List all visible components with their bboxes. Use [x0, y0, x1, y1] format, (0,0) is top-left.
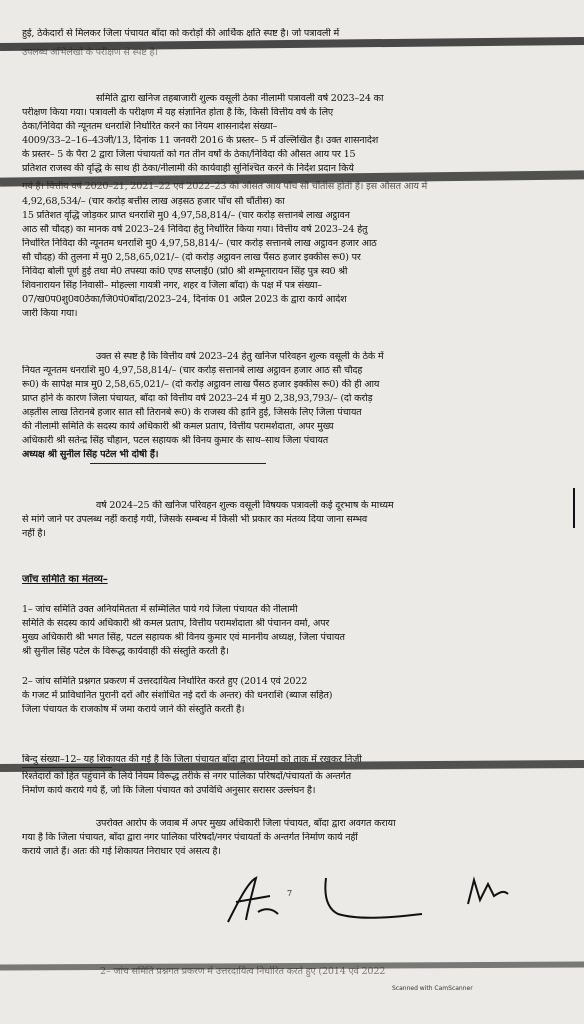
doc-line-6: 4009/33–2–16–43जी/13, दिनांक 11 जनवरी 2016 के प्रस्तर– 5 में उल्लिखित है। उक्त शासनादेश — [22, 135, 379, 146]
doc-line-23: अड़तीस लाख तिरानबे हजार सात सौ तिरानबे रू0) के राजस्व की हानि हुई, जिसके लिए जिला पंचायत — [22, 407, 362, 418]
doc-line-20: नियत न्यूनतम धनराशि मु0 4,97,58,814/– (चार करोड़ सत्तानबे लाख अट्ठावन हजार आठ सौ चौदह — [22, 365, 363, 376]
doc-line-37: जिला पंचायत के राजकोष में जमा कराये जाने की संस्तुति करती है। — [22, 704, 245, 715]
doc-line-32: समिति के सदस्य कार्य अधिकारी श्री कमल प्रताप, वित्तीय परामर्शदाता श्री पंचानन वर्मा, अपर — [22, 618, 330, 629]
doc-line-17: 07/ख0प0शु0व0ठेका/जि0पं0बाँदा/2023–24, दिनांक 01 अप्रैल 2023 के द्वारा कार्य आदेश — [22, 294, 347, 305]
doc-line-25: अधिकारी श्री सतेन्द्र सिंह चौहान, पटल सहायक श्री विनय कुमार के साथ–साथ जिला पंचायत — [22, 435, 329, 446]
doc-line-16: शिवनारायन सिंह निवासी– मोहल्ला गायत्री नगर, शहर व जिला बाँदा) के पक्ष में पत्र संख्या– — [22, 280, 322, 291]
doc-line-14: सौ चौदह) की तुलना में मु0 2,58,65,021/– (दो करोड़ अट्ठावन लाख पैंसठ हजार इक्कीस रू0) पर — [22, 252, 361, 263]
doc-line-1: हुई, ठेकेदारों से मिलकर जिला पंचायत बाँदा को करोड़ों की आर्थिक क्षति स्पष्ट है। जो पत्रावली में — [22, 28, 340, 39]
doc-line-bottom-cut: 2– जांच समिति प्रश्नगत प्रकरण में उत्तरदायित्व निर्धारित करते हुए (2014 एवं 2022 — [100, 966, 386, 977]
doc-line-42: गया है कि जिला पंचायत, बाँदा द्वारा नगर पालिका परिषदों/नगर पंचायतों के अन्तर्गत निर्माण कार्य नहीं — [22, 832, 358, 843]
doc-line-21: रू0) के सापेक्ष मात्र मु0 2,58,65,021/– (दो करोड़ अट्ठावन लाख पैंसठ हजार इक्कीस रू0) की ही आय — [22, 379, 380, 390]
doc-line-26: अध्यक्ष श्री सुनील सिंह पटेल भी दोषी हैं। — [22, 449, 159, 460]
page-number: 7 — [287, 889, 292, 898]
doc-line-10: 4,92,68,534/– (चार करोड़ बत्तीस लाख अड़सठ हजार पाँच सौ चौंतीस) का — [22, 196, 285, 207]
signature-3 — [462, 874, 512, 914]
doc-line-13: निर्धारित निविदा की न्यूनतम धनराशि मु0 4,97,58,814/– (चार करोड़ सत्तानबे लाख अट्ठावन हजार आठ — [22, 238, 377, 249]
doc-line-34: श्री सुनील सिंह पटेल के विरूद्ध कार्यवाही की संस्तुति करती है। — [22, 646, 229, 657]
doc-line-31: 1– जांच समिति उक्त अनियमितता में सम्मिलित पाये गये जिला पंचायत की नीलामी — [22, 604, 298, 615]
doc-line-35: 2– जांच समिति प्रश्नगत प्रकरण में उत्तरदायित्व निर्धारित करते हुए (2014 एवं 2022 — [22, 676, 308, 687]
doc-line-39: रिश्तेदारों को हित पहुंचाने के लिये नियम विरूद्ध तरीके से नगर पालिका परिषदों/पंचायतों के अन्तर्गत — [22, 771, 351, 782]
doc-line-4: परीक्षण किया गया। पत्रावली के परीक्षण में यह संज्ञानित होता है कि, किसी वित्तीय वर्ष के लिए — [22, 107, 334, 118]
section-heading: जाँच समिति का मंतव्य– — [22, 574, 108, 585]
margin-mark-right — [573, 488, 575, 528]
doc-line-40: निर्माण कार्य कराये गये हैं, जो कि जिला पंचायत को उपविधि अनुसार सरासर उल्लंघन है। — [22, 785, 316, 796]
doc-line-12: आठ सौ चौदह) का मानक वर्ष 2023–24 निविदा हेतु निर्धारित किया गया। वित्तीय वर्ष 2023–24 हेतु — [22, 224, 368, 235]
doc-line-18: जारी किया गया। — [22, 308, 78, 319]
doc-line-15: निविदा बोली पूर्ण हुई तथा मे0 तपस्या कां0 एण्ड सप्लाई0 (प्रो0 श्री शम्भूनारायन सिंह पुत्र स्व0 श्री — [22, 266, 348, 277]
underline-point-12 — [22, 767, 112, 768]
signature-2 — [318, 874, 428, 924]
doc-line-43: कराये जाते हैं। अतः की गई शिकायत निराधार एवं असत्य है। — [22, 846, 221, 857]
doc-line-2: उपलब्ध अभिलेखों के परीक्षण से स्पष्ट है। — [22, 47, 158, 58]
doc-line-36: के गजट में प्राविधानित पुरानी दरों और संशोधित नई दरों के अन्तर) की धनराशि (ब्याज सहित) — [22, 690, 333, 701]
doc-line-41: उपरोक्त आरोप के जवाब में अपर मुख्य अधिकारी जिला पंचायत, बाँदा द्वारा अवगत कराया — [96, 818, 396, 829]
doc-line-7: के प्रस्तर– 5 के पैरा 2 द्वारा जिला पंचायतों को गत तीन वर्षों के ठेका/निविदा की औसत आय पर 15 — [22, 149, 356, 160]
doc-line-9: गये हैं। वित्तीय वर्ष 2020–21, 2021–22 एवं 2022–23 की औसत आय पाँच सौ चौंतीस होती है। इस औसत आय में — [22, 181, 428, 192]
underline-accused — [90, 463, 266, 464]
doc-line-22: प्राप्त होने के कारण जिला पंचायत, बाँदा को वित्तीय वर्ष 2023–24 में मु0 2,38,93,793/– (दो करोड़ — [22, 393, 373, 404]
signature-1 — [218, 872, 288, 932]
doc-line-38: बिन्दु संख्या–12– यह शिकायत की गई है कि जिला पंचायत बाँदा द्वारा नियमों को ताक में रखकर निजी — [22, 754, 362, 765]
doc-line-3: समिति द्वारा खनिज तहबाजारी शुल्क वसूली ठेका नीलामी पत्रावली वर्ष 2023–24 का — [96, 93, 384, 104]
doc-line-29: नहीं है। — [22, 528, 46, 539]
doc-line-28: से मांगे जाने पर उपलब्ध नहीं कराई गयी, जिसके सम्बन्ध में किसी भी प्रकार का मंतव्य दिया जाना सम्भव — [22, 514, 368, 525]
doc-line-5: ठेका/निविदा की न्यूनतम धनराशि निर्धारित करने का नियम शासनादेश संख्या– — [22, 121, 278, 132]
doc-line-11: 15 प्रतिशत वृद्धि जोड़कर प्राप्त धनराशि मु0 4,97,58,814/– (चार करोड़ सत्तानबे लाख अट्ठावन — [22, 210, 350, 221]
doc-line-27: वर्ष 2024–25 की खनिज परिवहन शुल्क वसूली विषयक पत्रावली कई दूरभाष के माध्यम — [96, 500, 394, 511]
doc-line-19: उक्त से स्पष्ट है कि वित्तीय वर्ष 2023–24 हेतु खनिज परिवहन शुल्क वसूली के ठेके में — [96, 351, 384, 362]
doc-line-8: प्रतिशत राजस्व की वृद्धि के साथ ही ठेका/नीलामी की कार्यवाही सुनिश्चित करने के निर्देश प्रदान किये — [22, 163, 354, 174]
doc-line-33: मुख्य अधिकारी श्री भगत सिंह, पटल सहायक श्री विनय कुमार एवं माननीय अध्यक्ष, जिला पंचायत — [22, 632, 345, 643]
doc-line-24: की नीलामी समिति के सदस्य कार्य अधिकारी श्री कमल प्रताप, वित्तीय परामर्शदाता, अपर मुख्य — [22, 421, 334, 432]
scanner-watermark: Scanned with CamScanner — [392, 985, 473, 992]
